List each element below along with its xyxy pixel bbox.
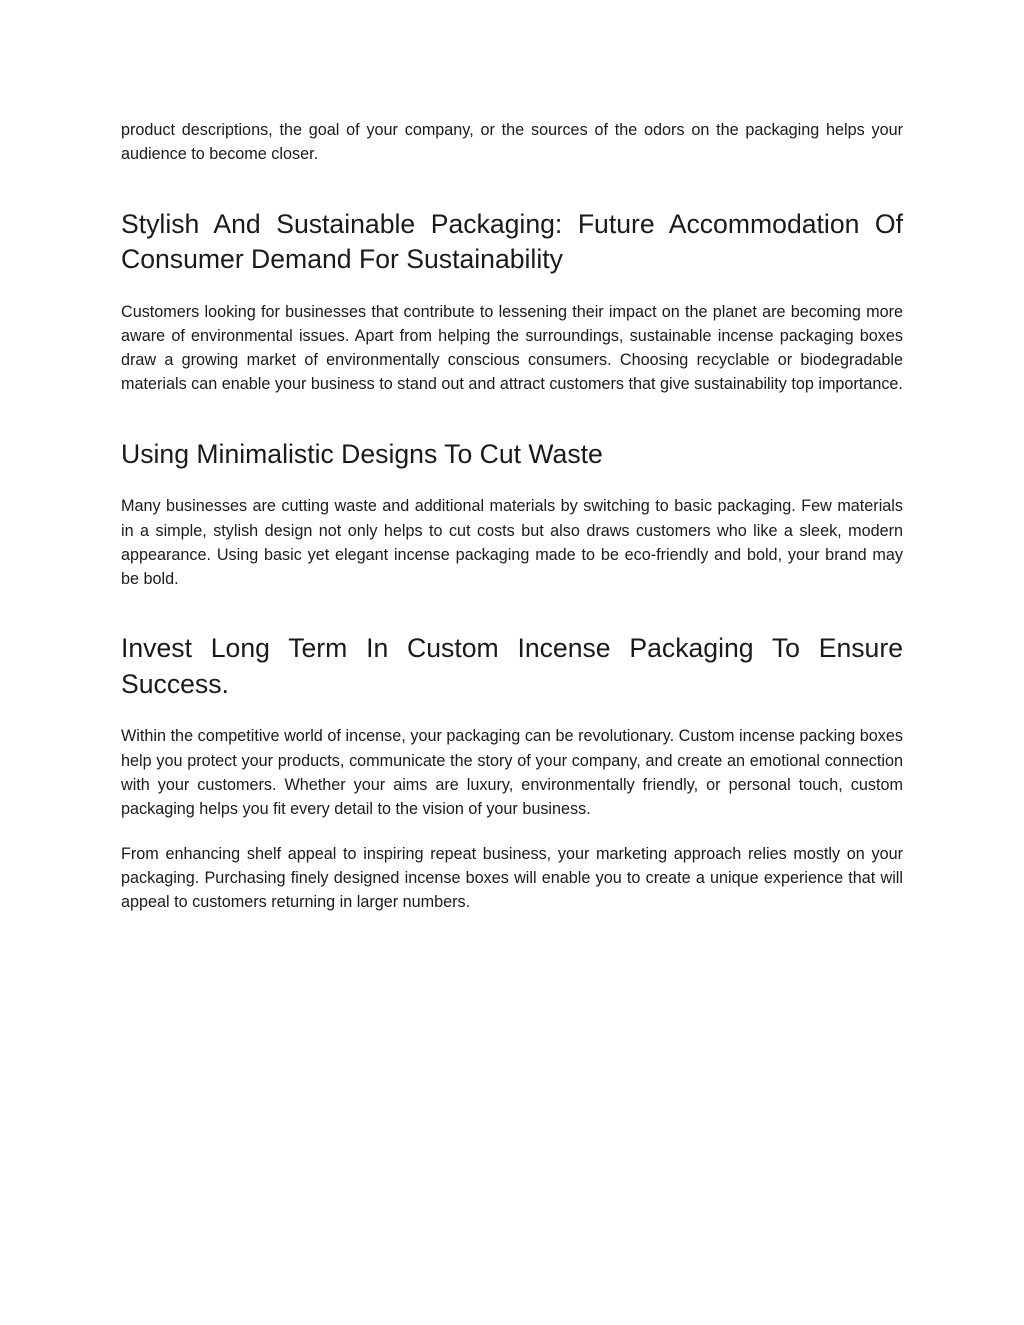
intro-paragraph: product descriptions, the goal of your company, or the sources of the odors on the packaging helps your audience to become closer. [121, 121, 903, 164]
section-heading-sustainable: Stylish And Sustainable Packaging: Future Accommodation Of Consumer Demand For Sustainability [121, 208, 903, 275]
section-paragraph-sustainable: Customers looking for businesses that contribute to lessening their impact on the planet are becoming more aware of environmental issues. Apart from helping the surroundings, sustainable incense packaging boxes draw a growing market of environmentally conscious consumers. Choosing recyclable or biodegradable materials can enable your business to stand out and attract customers that give sustainability top importance. [121, 302, 903, 394]
section-heading-minimalistic: Using Minimalistic Designs To Cut Waste [121, 438, 603, 469]
document-page [121, 118, 903, 915]
section-paragraph-invest-1: Within the competitive world of incense, your packaging can be revolutionary. Custom incense packing boxes help you protect your products, communicate the story of your company, and create an emotional connection with your customers. Whether your aims are luxury, environmentally friendly, or personal touch, custom packaging helps you fit every detail to the vision of your business. [121, 727, 903, 819]
section-paragraph-invest-2: From enhancing shelf appeal to inspiring repeat business, your marketing approach relies mostly on your packaging. Purchasing finely designed incense boxes will enable you to create a unique experience that will appeal to customers returning in larger numbers. [121, 844, 903, 912]
section-paragraph-minimalistic: Many businesses are cutting waste and additional materials by switching to basic packaging. Few materials in a simple, stylish design not only helps to cut costs but also draws customers who like a sleek, modern appearance. Using basic yet elegant incense packaging made to be eco-friendly and bold, your brand may be bold. [121, 497, 903, 589]
section-heading-invest: Invest Long Term In Custom Incense Packaging To Ensure Success. [121, 633, 903, 699]
